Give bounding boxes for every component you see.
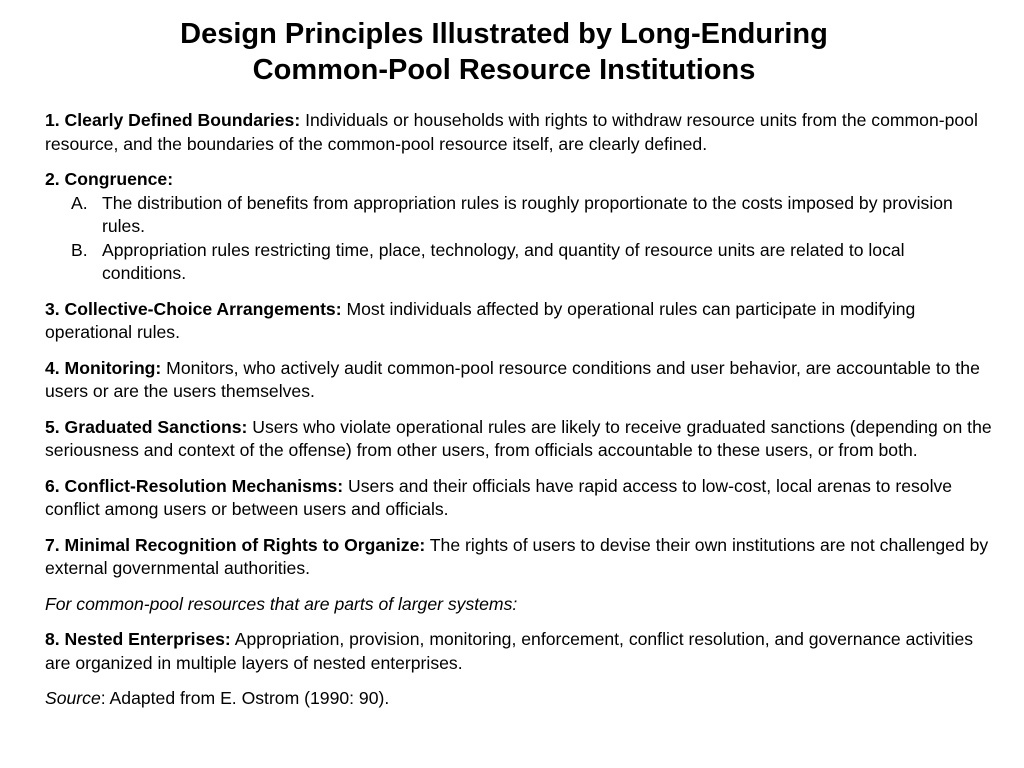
principle-5-text: Users who violate operational rules are likely to receive graduated sanctions (depending on the seriousness and context of the offense) from other users, from officials accountable to these users, or from both. [45,416,992,460]
subitem-b-text: Appropriation rules restricting time, place, technology, and quantity of resource units are related to local conditions. [102,239,905,283]
principle-1 [45,109,993,156]
principle-8-text: Appropriation, provision, monitoring, enforcement, conflict resolution, and governance activities are organized in multiple layers of nested enterprises. [45,629,974,673]
principle-3-label: 3. Collective-Choice Arrangements: [45,298,342,319]
principle-6-label: 6. Conflict-Resolution Mechanisms: [45,475,344,496]
principle-6 [45,475,993,522]
subitem-a-marker: A. [71,192,88,213]
title-line-2: Common-Pool Resource Institutions [252,54,756,86]
page-title [0,16,1008,88]
principles-list [45,109,993,723]
title-line-1: Design Principles Illustrated by Long-Enduring [180,18,828,50]
subitem-b-marker: B. [71,239,88,260]
principle-7-text: The rights of users to devise their own institutions are not challenged by external governmental authorities. [45,534,989,578]
principle-2-subitems [45,192,993,286]
principle-2-label: 2. Congruence: [45,169,174,189]
principle-7-label: 7. Minimal Recognition of Rights to Organize: [45,534,426,555]
larger-systems-note: For common-pool resources that are parts of larger systems: [45,593,518,614]
principle-3 [45,298,993,345]
principle-5-label: 5. Graduated Sanctions: [45,416,248,437]
principle-3-text: Most individuals affected by operational rules can participate in modifying operational rules. [45,298,916,342]
source-label: Source [45,688,101,708]
principle-6-text: Users and their officials have rapid access to low-cost, local arenas to resolve conflict among users or between users and officials. [45,475,953,519]
principle-2-subitem-a [45,192,993,239]
source-citation [45,687,993,711]
principle-4 [45,357,993,404]
principle-5 [45,416,993,463]
principle-2 [45,168,993,286]
source-text: : Adapted from E. Ostrom (1990: 90). [100,688,390,708]
principle-2-subitem-b [45,239,993,286]
principle-1-label: 1. Clearly Defined Boundaries: [45,110,301,130]
principle-4-text: Monitors, who actively audit common-pool resource conditions and user behavior, are accountable to the users or are the users themselves. [45,357,980,401]
principle-8 [45,628,993,675]
principle-8-label: 8. Nested Enterprises: [45,629,231,649]
principle-4-label: 4. Monitoring: [45,357,162,378]
principle-7 [45,534,993,581]
principle-1-text: Individuals or households with rights to withdraw resource units from the common-pool resource, and the boundaries of the common-pool resource itself, are clearly defined. [45,110,978,154]
subitem-a-text: The distribution of benefits from appropriation rules is roughly proportionate to the costs imposed by provision rules. [102,192,953,236]
